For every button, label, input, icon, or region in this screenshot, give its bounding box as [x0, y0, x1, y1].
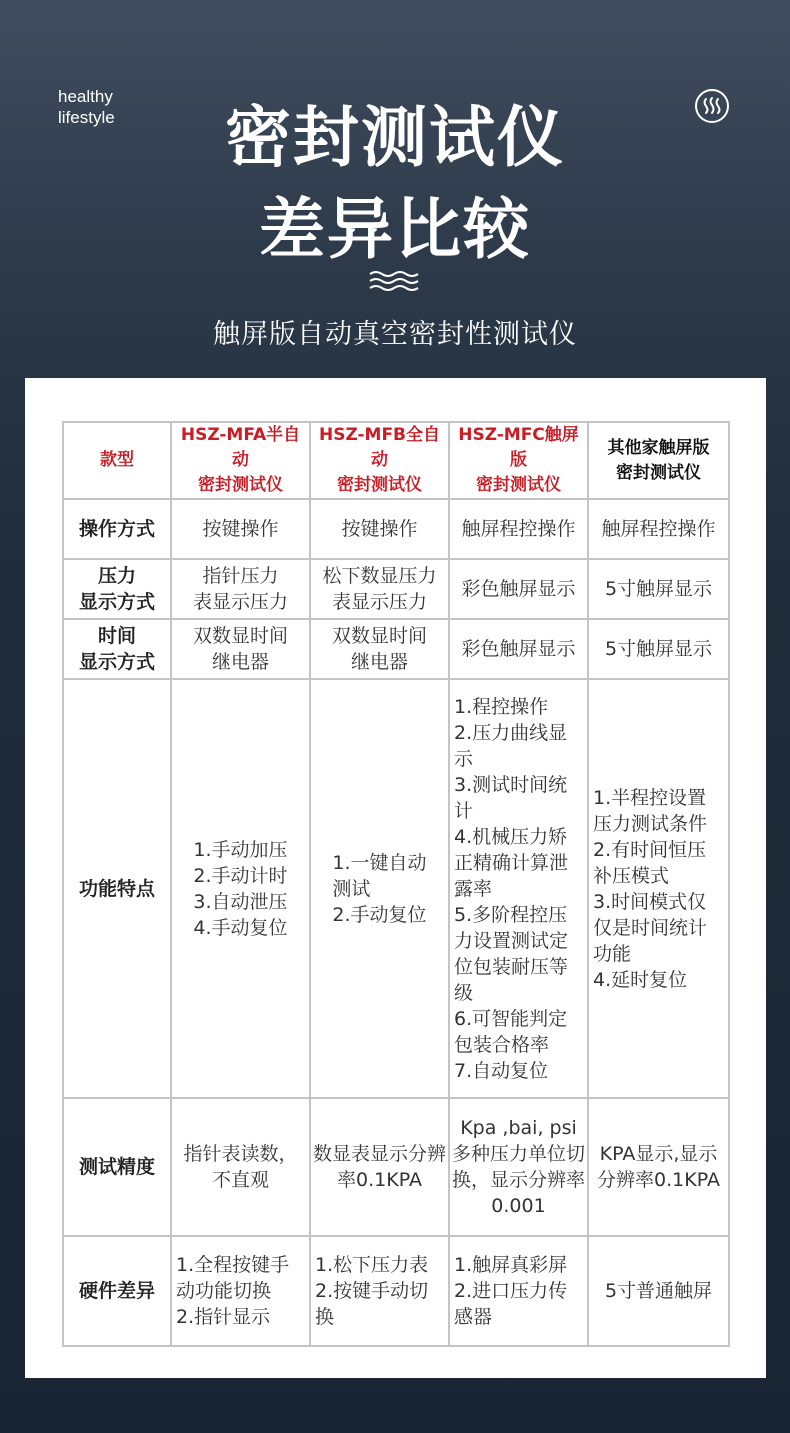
table-cell: 数显表显示分辨率0.1KPA [310, 1098, 449, 1236]
table-cell: 双数显时间 继电器 [171, 619, 310, 679]
table-cell: 5寸触屏显示 [588, 559, 729, 619]
row-label-features: 功能特点 [63, 679, 171, 1098]
comparison-table [62, 421, 730, 1347]
table-cell: 按键操作 [171, 499, 310, 559]
page-subtitle: 触屏版自动真空密封性测试仪 [213, 319, 577, 350]
header-mfc: HSZ-MFC触屏版 密封测试仪 [449, 422, 588, 499]
page-title-line-2: 差异比较 [259, 191, 531, 268]
table-row [63, 559, 729, 619]
comparison-panel [25, 378, 766, 1378]
table-cell: 彩色触屏显示 [449, 559, 588, 619]
table-cell: 触屏程控操作 [588, 499, 729, 559]
brand-line-2: lifestyle [58, 108, 115, 127]
table-cell: KPA显示,显示分辨率0.1KPA [588, 1098, 729, 1236]
header-mfa: HSZ-MFA半自动 密封测试仪 [171, 422, 310, 499]
table-cell [310, 679, 449, 1098]
table-cell: 5寸触屏显示 [588, 619, 729, 679]
page-title-line-1: 密封测试仪 [225, 99, 565, 176]
table-row [63, 619, 729, 679]
row-label-precision: 测试精度 [63, 1098, 171, 1236]
table-cell [171, 679, 310, 1098]
header-mfb: HSZ-MFB全自动 密封测试仪 [310, 422, 449, 499]
table-cell: 松下数显压力 表显示压力 [310, 559, 449, 619]
cell-text: 1.一键自动 测试 2.手动复位 [332, 851, 427, 926]
table-cell: 指针表读数， 不直观 [171, 1098, 310, 1236]
table-cell: 1.程控操作 2.压力曲线显示 3.测试时间统计 4.机械压力矫正精确计算泄露率 5.多阶程控压力设置测试定位包装耐压等级 6.可智能判定包装合格率 7.自动复位 [449, 679, 588, 1098]
table-cell: 彩色触屏显示 [449, 619, 588, 679]
row-label-time-display: 时间 显示方式 [63, 619, 171, 679]
header-model: 款型 [63, 422, 171, 499]
cell-text: 1.手动加压 2.手动计时 3.自动泄压 4.手动复位 [193, 838, 288, 939]
table-cell: 触屏程控操作 [449, 499, 588, 559]
table-cell: 1.半程控设置压力测试条件 2.有时间恒压补压模式 3.时间模式仅仅是时间统计功能 4.延时复位 [588, 679, 729, 1098]
table-cell: 指针压力 表显示压力 [171, 559, 310, 619]
table-row [63, 499, 729, 559]
row-label-pressure-display: 压力 显示方式 [63, 559, 171, 619]
table-cell: 双数显时间 继电器 [310, 619, 449, 679]
table-cell: 1.全程按键手动功能切换 2.指针显示 [171, 1236, 310, 1346]
table-header-row [63, 422, 729, 499]
table-cell: 按键操作 [310, 499, 449, 559]
row-label-operation: 操作方式 [63, 499, 171, 559]
table-row [63, 1098, 729, 1236]
table-row [63, 1236, 729, 1346]
table-cell: 5寸普通触屏 [588, 1236, 729, 1346]
table-row [63, 679, 729, 1098]
table-cell: 1.松下压力表 2.按键手动切换 [310, 1236, 449, 1346]
table-cell: 1.触屏真彩屏 2.进口压力传感器 [449, 1236, 588, 1346]
row-label-hardware: 硬件差异 [63, 1236, 171, 1346]
header-other: 其他家触屏版 密封测试仪 [588, 422, 729, 499]
table-cell: Kpa ,bai, psi多种压力单位切换，显示分辨率0.001 [449, 1098, 588, 1236]
wave-divider-icon [368, 270, 422, 292]
brand-line-1: healthy [58, 87, 113, 106]
